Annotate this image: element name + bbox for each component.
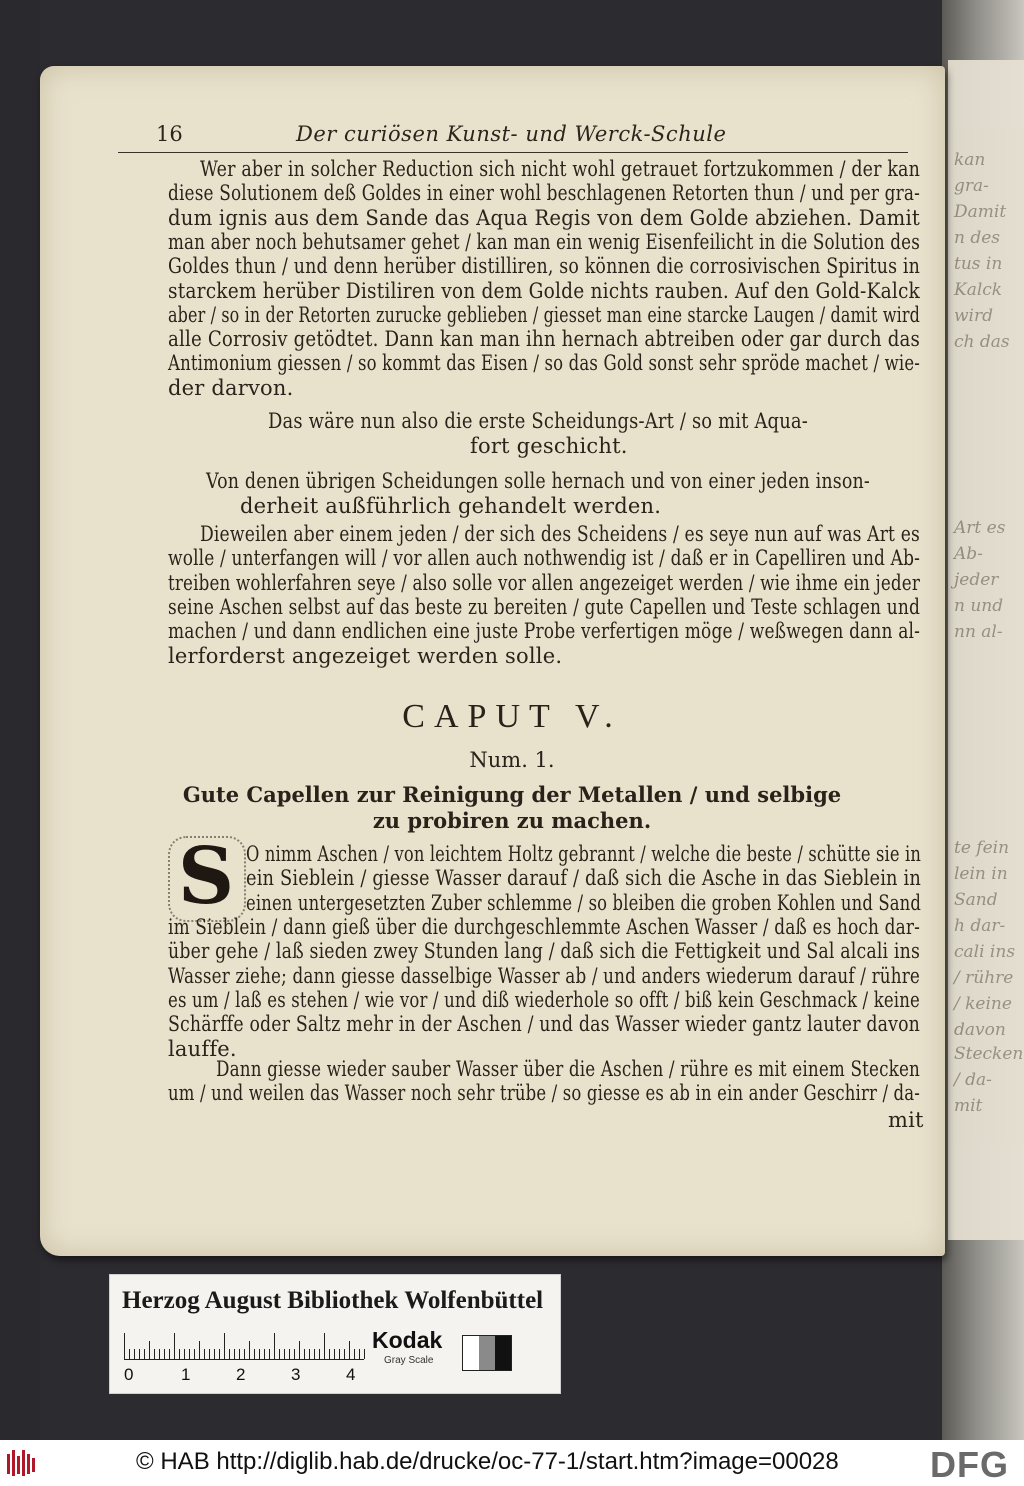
next-page-fragment: tus in: [954, 254, 1003, 274]
ruler-tick: [259, 1349, 260, 1359]
ruler-tick: [199, 1341, 200, 1359]
next-page-fragment: Stecken: [954, 1044, 1024, 1064]
ruler-tick: [159, 1349, 160, 1359]
ruler-tick: [219, 1349, 220, 1359]
text-line: machen / und dann endlichen eine juste Probe verfertigen möge / weßwegen dann al-: [168, 619, 920, 644]
text-line: man aber noch behutsamer gehet / kan man ein wenig Eisenfeilicht in die Solution des: [168, 229, 920, 254]
next-page-fragment: te fein: [954, 838, 1010, 858]
ruler-tick: [149, 1341, 150, 1359]
next-page-fragment: ch das: [954, 332, 1010, 352]
ruler-tick: [269, 1349, 270, 1359]
text-line: derheit außführlich gehandelt werden.: [240, 493, 662, 518]
page-number: 16: [156, 122, 183, 146]
next-page-fragment: nn al-: [954, 622, 1003, 642]
chapter-title: CAPUT V.: [402, 698, 622, 735]
ruler-tick: [144, 1349, 145, 1359]
text-line: Wer aber in solcher Reduction sich nicht wohl getrauet fortzukommen / der kan: [200, 157, 920, 181]
ruler-tick: [299, 1341, 300, 1359]
ruler-tick: [224, 1333, 225, 1359]
library-logo-icon: [6, 1448, 38, 1478]
ruler-tick: [309, 1349, 310, 1359]
ruler-tick: [244, 1349, 245, 1359]
gray-scale-label: Gray Scale: [384, 1355, 434, 1366]
ruler-tick: [264, 1349, 265, 1359]
next-page-fragment: davon: [954, 1020, 1006, 1040]
next-page-fragment: Kalck: [954, 280, 1003, 300]
ruler-tick: [349, 1341, 350, 1359]
ruler-tick: [174, 1333, 175, 1359]
ruler: [124, 1331, 364, 1360]
next-page-fragment: Damit: [954, 202, 1007, 222]
next-page-edge: [948, 60, 1024, 1240]
text-line: O nimm Aschen / von leichtem Holtz gebrannt / welche die beste / schütte sie in: [246, 842, 921, 866]
ruler-tick: [339, 1349, 340, 1359]
text-line: um / und weilen das Wasser noch sehr trübe / so giesse es ab in ein ander Geschirr / da-: [168, 1081, 920, 1106]
ruler-tick: [189, 1349, 190, 1359]
ruler-tick: [214, 1349, 215, 1359]
text-line: Dieweilen aber einem jeden / der sich des Scheidens / es seye nun auf was Art es: [200, 522, 920, 546]
next-page-fragment: / keine: [954, 994, 1012, 1014]
text-line: alle Corrosiv getödtet. Dann kan man ihn hernach abtreiben oder gar durch das: [168, 327, 920, 352]
text-line: Dann giesse wieder sauber Wasser über die Aschen / rühre es mit einem Stecken: [216, 1057, 920, 1081]
ruler-tick: [329, 1349, 330, 1359]
ruler-tick: [344, 1349, 345, 1359]
text-line: wolle / unterfangen will / vor allen auch nothwendig ist / daß er in Capelliren und Ab-: [168, 546, 920, 571]
next-page-fragment: h dar-: [954, 916, 1006, 936]
next-page-fragment: wird: [954, 306, 993, 326]
ruler-tick: [359, 1349, 360, 1359]
text-line: treiben wohlerfahren seye / also solle vor allen angezeiget werden / wie ihme ein jeder: [168, 570, 920, 595]
library-name: Herzog August Bibliothek Wolfenbüttel: [122, 1287, 544, 1314]
ruler-tick: [239, 1349, 240, 1359]
ruler-tick: [254, 1349, 255, 1359]
text-line: lauffe.: [168, 1036, 237, 1061]
ruler-tick: [164, 1349, 165, 1359]
text-line: im Sieblein / dann gieß über die durchgeschlemmte Aschen Wasser / daß es hoch dar-: [168, 915, 920, 939]
ruler-tick: [364, 1349, 365, 1359]
gray-patches: [462, 1335, 512, 1371]
catchword: mit: [888, 1108, 924, 1132]
ruler-tick: [229, 1349, 230, 1359]
text-line: fort geschicht.: [470, 433, 628, 458]
ruler-tick: [134, 1349, 135, 1359]
ruler-number: 3: [291, 1365, 301, 1384]
next-page-fragment: Ab-: [954, 544, 983, 564]
text-line: starckem herüber Distiliren von dem Golde nichts rauben. Auf den Gold-Kalck: [168, 278, 920, 303]
next-page-fragment: n des: [954, 228, 1001, 248]
text-line: ein Sieblein / giesse Wasser darauf / daß sich die Asche in das Sieblein in: [246, 866, 921, 891]
ruler-tick: [154, 1349, 155, 1359]
ruler-tick: [319, 1349, 320, 1359]
next-page-fragment: lein in: [954, 864, 1008, 884]
next-page-fragment: kan: [954, 150, 986, 170]
text-line: lerforderst angezeiget werden solle.: [168, 643, 563, 668]
library-color-card: [109, 1274, 561, 1394]
ruler-number: 2: [236, 1365, 246, 1384]
text-line: der darvon.: [168, 375, 294, 400]
text-line: Goldes thun / und denn herüber distilliren, so können die corrosivischen Spiritus in: [168, 254, 920, 279]
text-line: Von denen übrigen Scheidungen solle hernach und von einer jeden inson-: [206, 469, 870, 493]
ruler-tick: [249, 1341, 250, 1359]
ruler-tick: [209, 1349, 210, 1359]
dfg-logo: DFG: [930, 1444, 1009, 1485]
ruler-tick: [314, 1349, 315, 1359]
text-line: Das wäre nun also die erste Scheidungs-Art / so mit Aqua-: [268, 409, 808, 433]
text-line: aber / so in der Retorten zurucke geblieben / giesset man eine starcke Laugen / damit wird: [168, 302, 920, 327]
next-page-fragment: n und: [954, 596, 1004, 616]
ruler-tick: [334, 1349, 335, 1359]
next-page-fragment: Sand: [954, 890, 998, 910]
ruler-tick: [304, 1349, 305, 1359]
text-line: Schärffe oder Saltz mehr in der Aschen / und das Wasser wieder gantz lauter davon: [168, 1012, 920, 1037]
ruler-tick: [354, 1349, 355, 1359]
next-page-fragment: jeder: [954, 570, 999, 590]
next-page-fragment: Art es: [954, 518, 1006, 538]
ruler-tick: [284, 1349, 285, 1359]
ruler-tick: [234, 1349, 235, 1359]
ruler-number: 4: [346, 1365, 356, 1384]
next-page-fragment: cali ins: [954, 942, 1016, 962]
ruler-tick: [124, 1333, 125, 1359]
section-number: Num. 1.: [469, 748, 555, 772]
ruler-tick: [139, 1349, 140, 1359]
section-title-line-2: zu probiren zu machen.: [372, 808, 652, 833]
footer-bar: [0, 1440, 1024, 1486]
text-line: diese Solutionem deß Goldes in einer wohl beschlagenen Retorten thun / und per gra-: [168, 181, 920, 206]
text-line: es um / laß es stehen / wie vor / und diß wiederhole so offt / biß kein Geschmack / keine: [168, 987, 920, 1012]
ruler-tick: [204, 1349, 205, 1359]
running-title: Der curiösen Kunst- und Werck-Schule: [296, 122, 727, 146]
next-page-fragment: / rühre: [954, 968, 1014, 988]
decorated-initial: S: [174, 838, 238, 916]
next-page-fragment: gra-: [954, 176, 989, 196]
ruler-tick: [324, 1333, 325, 1359]
ruler-tick: [184, 1349, 185, 1359]
ruler-tick: [279, 1349, 280, 1359]
text-line: einen untergesetzten Zuber schlemme / so bleiben die groben Kohlen und Sand: [246, 890, 921, 915]
text-line: seine Aschen selbst auf das beste zu bereiten / gute Capellen und Teste schlagen und: [168, 594, 920, 619]
ruler-tick: [179, 1349, 180, 1359]
section-title-line-1: Gute Capellen zur Reinigung der Metallen / und selbige: [182, 782, 842, 807]
text-line: dum ignis aus dem Sande das Aqua Regis von dem Golde abziehen. Damit: [168, 205, 920, 230]
ruler-tick: [129, 1349, 130, 1359]
ruler-tick: [169, 1349, 170, 1359]
ruler-number: 1: [181, 1365, 191, 1384]
next-page-fragment: / da-: [954, 1070, 992, 1090]
next-page-fragment: mit: [954, 1096, 983, 1116]
kodak-brand: Kodak: [372, 1327, 443, 1353]
running-head: [118, 122, 908, 153]
text-line: über gehe / laß sieden zwey Stunden lang / daß sich die Fettigkeit und Sal alcali ins: [168, 939, 920, 964]
footer-link[interactable]: © HAB http://diglib.hab.de/drucke/oc-77-1/start.htm?image=00028: [136, 1448, 839, 1475]
text-line: Wasser ziehe; dann giesse dasselbige Wasser ab / und anders wiederum darauf / rühre: [168, 963, 920, 988]
ruler-number: 0: [124, 1365, 134, 1384]
ruler-tick: [294, 1349, 295, 1359]
ruler-tick: [194, 1349, 195, 1359]
text-line: Antimonium giessen / so kommt das Eisen / so das Gold sonst sehr spröde machet / wie-: [168, 351, 920, 376]
ruler-tick: [289, 1349, 290, 1359]
ruler-tick: [274, 1333, 275, 1359]
